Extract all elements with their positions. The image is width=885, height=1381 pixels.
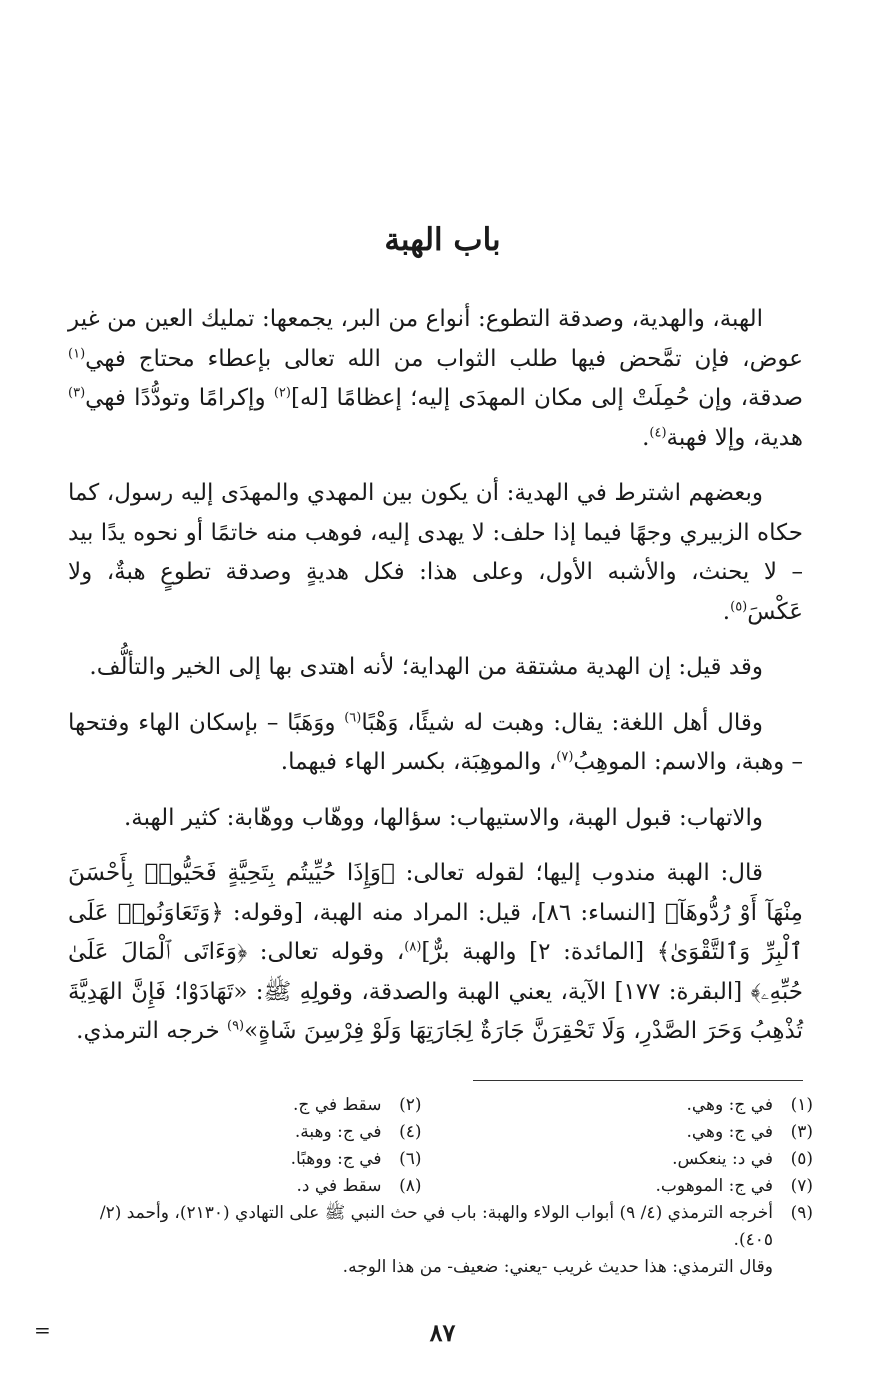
footnote-marker: (٢) — [273, 385, 291, 401]
footnotes-grid — [70, 1092, 813, 1200]
footnote-3: (٣) في ج: وهي. — [686, 1122, 813, 1142]
text-run: وقد قيل: إن الهدية مشتقة من الهداية؛ لأنه اهتدى بها إلى الخير والتألُّف. — [89, 654, 763, 680]
paragraph-6 — [68, 854, 803, 1052]
paragraph-5 — [68, 799, 803, 839]
footnote-marker: (٦) — [344, 709, 362, 725]
paragraph-3 — [68, 648, 803, 688]
chapter-title: باب الهبة — [384, 222, 501, 258]
text-run: والاتهاب: قبول الهبة، والاستيهاب: سؤالها، ووهّاب ووهّابة: كثير الهبة. — [123, 804, 763, 831]
footnote-2: (٢) سقط في ج. — [293, 1095, 422, 1115]
main-text — [68, 300, 803, 1068]
text-run: ، والموهِبَة، بكسر الهاء فيهما. — [280, 749, 557, 775]
footnote-6: (٦) في ج: ووهبًا. — [290, 1149, 422, 1169]
paragraph-4 — [68, 704, 803, 783]
footnote-7: (٧) في ج: الموهوب. — [655, 1176, 813, 1196]
margin-mark: = — [34, 1318, 51, 1342]
footnote-marker: (٥) — [730, 598, 748, 614]
text-run: ووَهَبًا – بإسكان الهاء وفتحها – وهبة، والاسم: الموهِبُ — [68, 709, 803, 775]
footnotes — [70, 1092, 813, 1281]
footnote-9-continuation: وقال الترمذي: هذا حديث غريب -يعني: ضعيف- من هذا الوجه. — [342, 1257, 773, 1277]
footnote-marker: (٤) — [649, 424, 667, 440]
text-run: خرجه الترمذي. — [76, 1018, 227, 1044]
footnote-5: (٥) في د: ينعكس. — [672, 1149, 813, 1169]
text-run: الهبة، والهدية، وصدقة التطوع: أنواع من البر، يجمعها: تمليك العين من غير عوض، فإن تمَّحض فيها طلب الثواب من الله تعالى بإعطاء محتاج فهي — [68, 306, 803, 372]
text-run: وبعضهم اشترط في الهدية: أن يكون بين المهدي والمهدَى إليه رسول، كما حكاه الزبيري وجهًا فيما إذا حلف: لا يهدى إليه، فوهب منه خاتمًا أو نحوه يدًا بيد – لا يحنث، والأشبه الأول، وعلى هذا: فكل هديةٍ وصدقة تطوعٍ هبةٌ، ولا عَكْسَ — [68, 480, 803, 625]
footnote-marker: (٩) — [226, 1018, 245, 1034]
text-run: وقال أهل اللغة: يقال: وهبت له شيئًا، وَهْبًا — [361, 709, 763, 736]
paragraph-1 — [68, 300, 803, 458]
text-run: . — [722, 598, 731, 625]
footnote-8: (٨) سقط في د. — [296, 1176, 422, 1196]
footnote-9: (٩) أخرجه الترمذي (٤/ ٩) أبواب الولاء والهبة: باب في حث النبي ﷺ على التهادي (٢١٣٠)، وأحمد (٢/ ٤٠٥). — [99, 1203, 813, 1250]
paragraph-2 — [68, 474, 803, 632]
footnote-marker: (٧) — [556, 749, 574, 765]
footnote-marker: (١) — [68, 345, 86, 361]
footnote-4: (٤) في ج: وهبة. — [294, 1122, 422, 1142]
text-run: . — [642, 424, 650, 451]
text-run: ، وقوله تعالى: ﴿وَءَاتَى ٱلْمَالَ عَلَىٰ حُبِّهِۦ﴾ [البقرة: ١٧٧] الآية، يعني الهبة والصدقة، وقولِهِ ﷺ: «تَهَادَوْا؛ فَإِنَّ الهَدِيَّةَ تُذْهِبُ وَحَرَ الصَّدْرِ، وَلَا تَحْقِرَنَّ جَارَةٌ لِجَارَتِهَا وَلَوْ فِرْسِنَ شَاةٍ» — [68, 939, 803, 1044]
page-number: ٨٧ — [429, 1318, 456, 1347]
text-run: صدقة، وإن حُمِلَتْ إلى مكان المهدَى إليه؛ إعظامًا [له] — [290, 385, 803, 411]
footnote-separator — [473, 1080, 803, 1081]
footnote-marker: (٨) — [404, 939, 422, 955]
text-run: قال: الهبة مندوب إليها؛ لقوله تعالى: ﴿وَإِذَا حُيِّيتُم بِتَحِيَّةٍ فَحَيُّوا۟ بِأَحْسَنَ مِنْهَآ أَوْ رُدُّوهَآ﴾ [النساء: ٨٦]، قيل: المراد منه الهبة، [وقوله: ﴿وَتَعَاوَنُوا۟ عَلَى ٱلْبِرِّ وَٱلتَّقْوَىٰ﴾ [المائدة: ٢] والهبة برٌّ] — [68, 860, 803, 965]
text-run: وإكرامًا وتودُّدًا فهي — [85, 385, 274, 411]
footnote-1: (١) في ج: وهي. — [686, 1095, 813, 1115]
text-run: هدية، وإلا فهبة — [666, 424, 803, 451]
footnote-marker: (٣) — [68, 385, 86, 401]
